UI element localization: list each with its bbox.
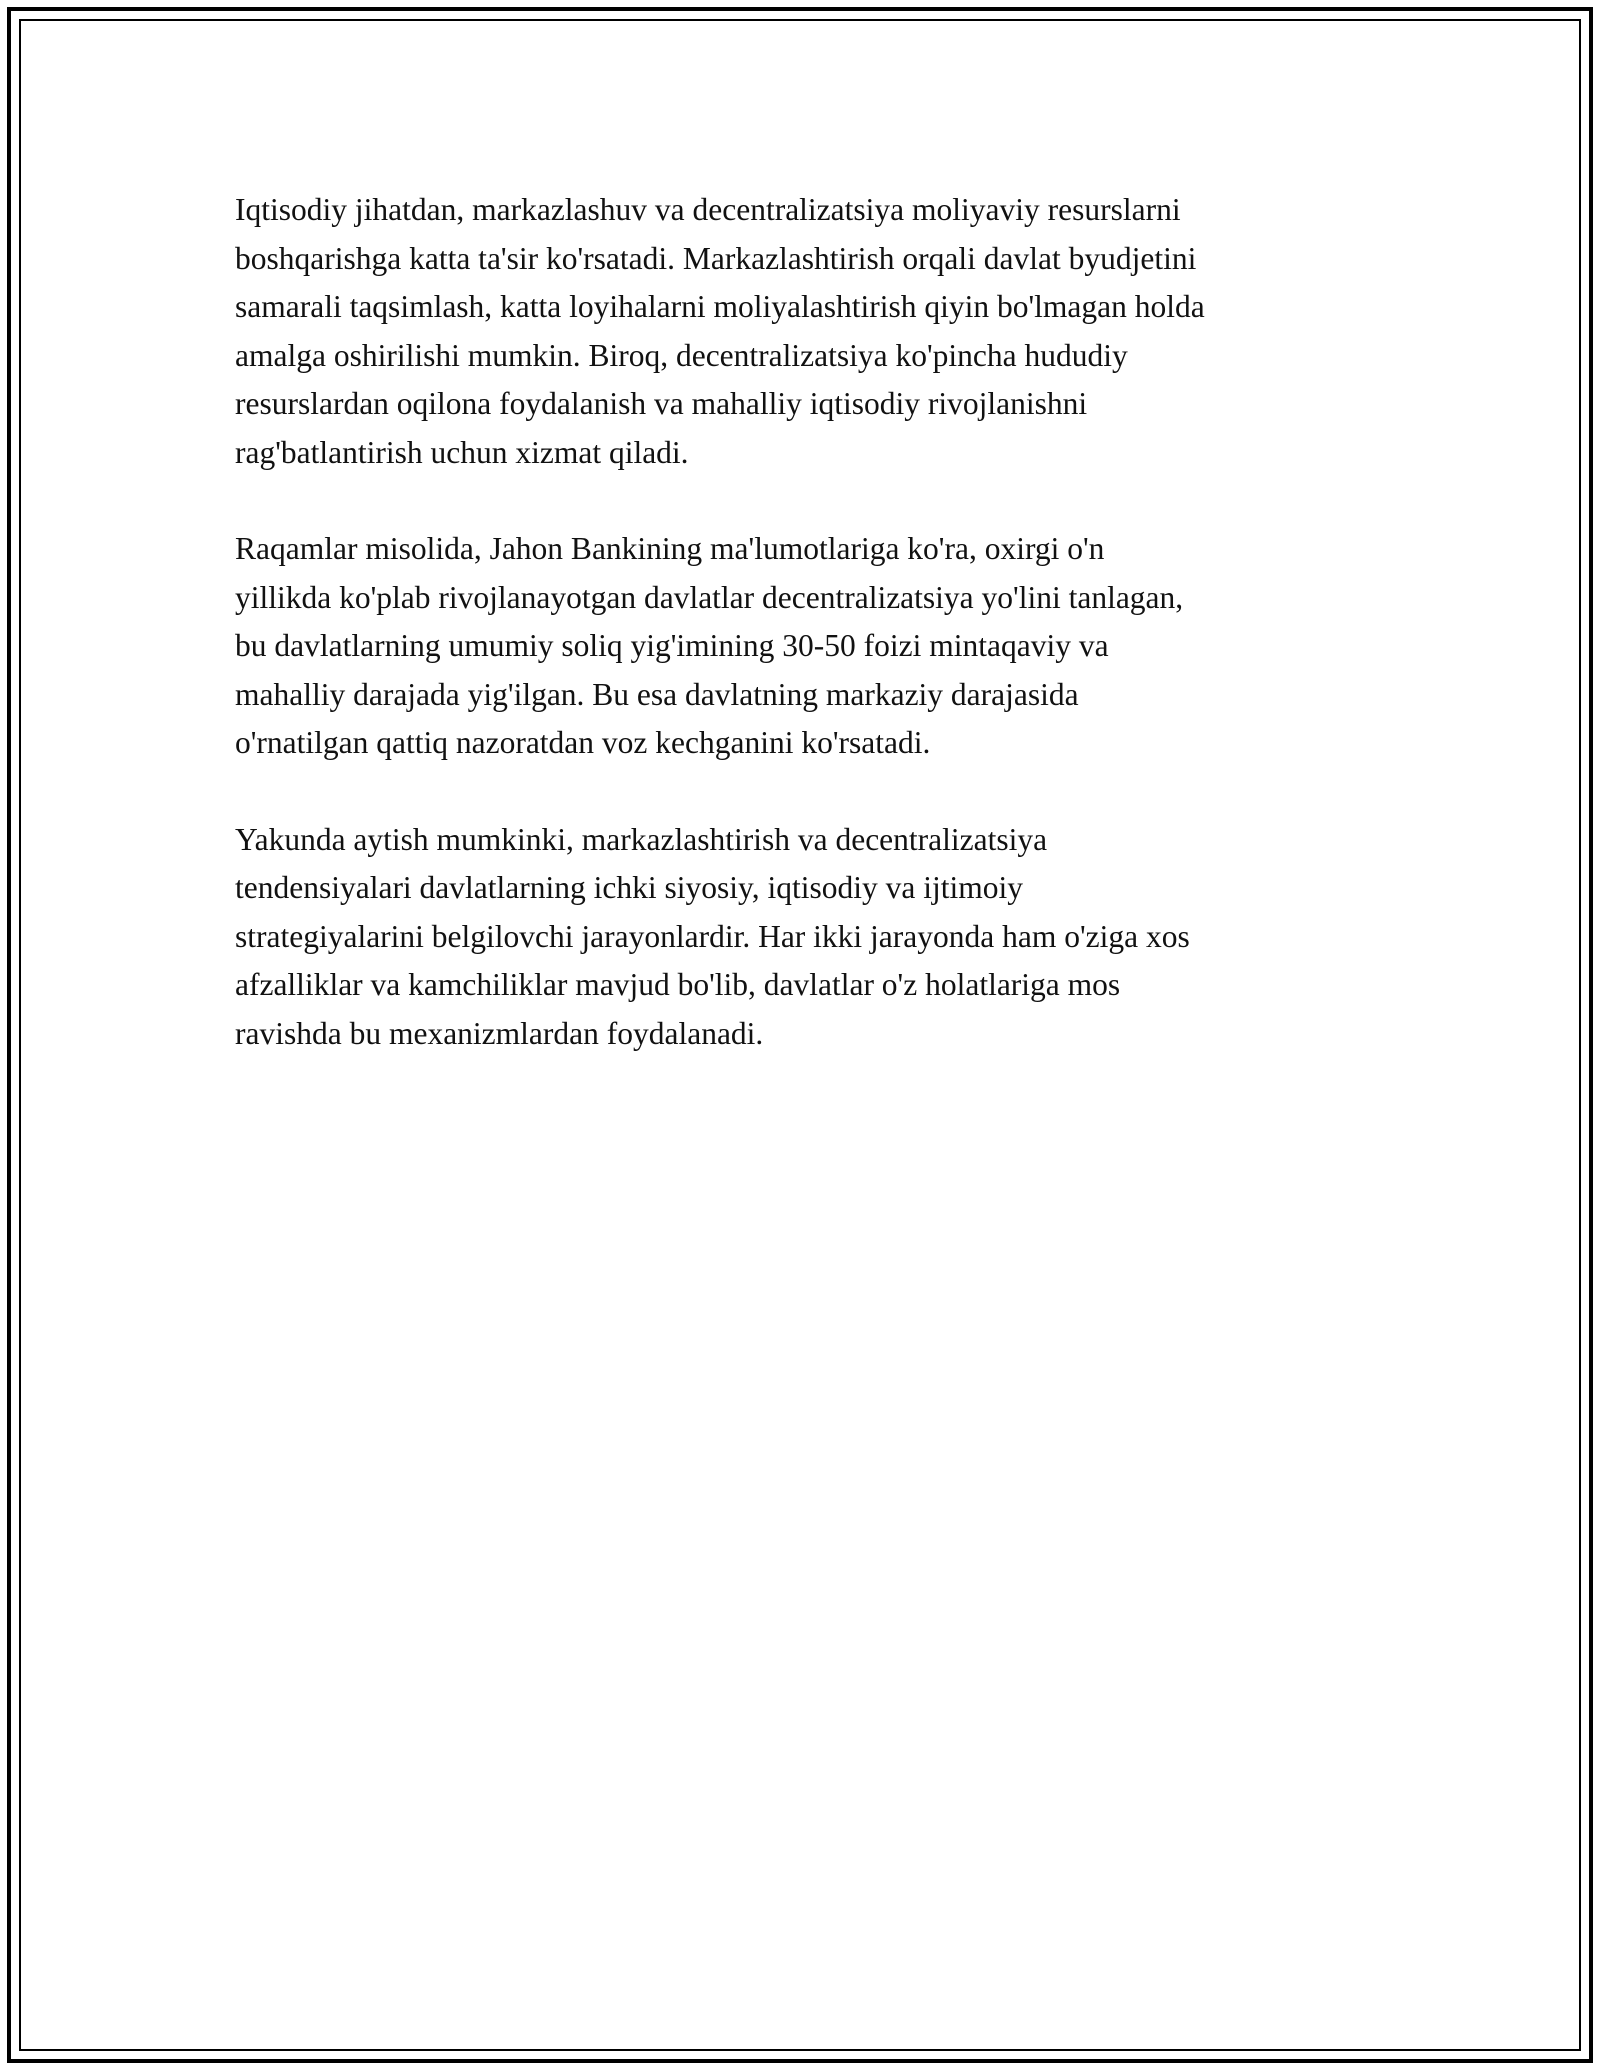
text-line: bu davlatlarning umumiy soliq yig'imining 30-50 foizi mintaqaviy va bbox=[235, 628, 1109, 663]
text-line: ravishda bu mexanizmlardan foydalanadi. bbox=[235, 1015, 764, 1051]
text-line: mahalliy darajada yig'ilgan. Bu esa davlatning markaziy darajasida bbox=[235, 676, 1079, 712]
text-line: amalga oshirilishi mumkin. Biroq, decentralizatsiya ko'pincha hududiy bbox=[235, 337, 1128, 373]
paragraph-statistics bbox=[235, 525, 1375, 768]
paragraph-conclusion bbox=[235, 816, 1375, 1059]
text-line: boshqarishga katta ta'sir ko'rsatadi. Markazlashtirish orqali davlat byudjetini bbox=[235, 240, 1197, 276]
text-line: tendensiyalari davlatlarning ichki siyosiy, iqtisodiy va ijtimoiy bbox=[235, 870, 1023, 905]
text-line: resurslardan oqilona foydalanish va mahalliy iqtisodiy rivojlanishni bbox=[235, 386, 1088, 421]
text-line: afzalliklar va kamchiliklar mavjud bo'lib, davlatlar o'z holatlariga mos bbox=[235, 967, 1121, 1002]
paragraph-economic-aspect bbox=[235, 186, 1375, 477]
text-line: Yakunda aytish mumkinki, markazlashtirish va decentralizatsiya bbox=[235, 821, 1048, 857]
text-line: samarali taqsimlash, katta loyihalarni moliyalashtirish qiyin bo'lmagan holda bbox=[235, 289, 1205, 324]
text-line: Iqtisodiy jihatdan, markazlashuv va decentralizatsiya moliyaviy resurslarni bbox=[235, 192, 1181, 227]
text-line: rag'batlantirish uchun xizmat qiladi. bbox=[235, 434, 689, 470]
document-body bbox=[235, 186, 1375, 1106]
text-line: Raqamlar misolida, Jahon Bankining ma'lumotlariga ko'ra, oxirgi o'n bbox=[235, 531, 1105, 566]
text-line: yillikda ko'plab rivojlanayotgan davlatlar decentralizatsiya yo'lini tanlagan, bbox=[235, 579, 1184, 615]
text-line: o'rnatilgan qattiq nazoratdan voz kechganini ko'rsatadi. bbox=[235, 725, 931, 760]
text-line: strategiyalarini belgilovchi jarayonlardir. Har ikki jarayonda ham o'ziga xos bbox=[235, 918, 1190, 954]
